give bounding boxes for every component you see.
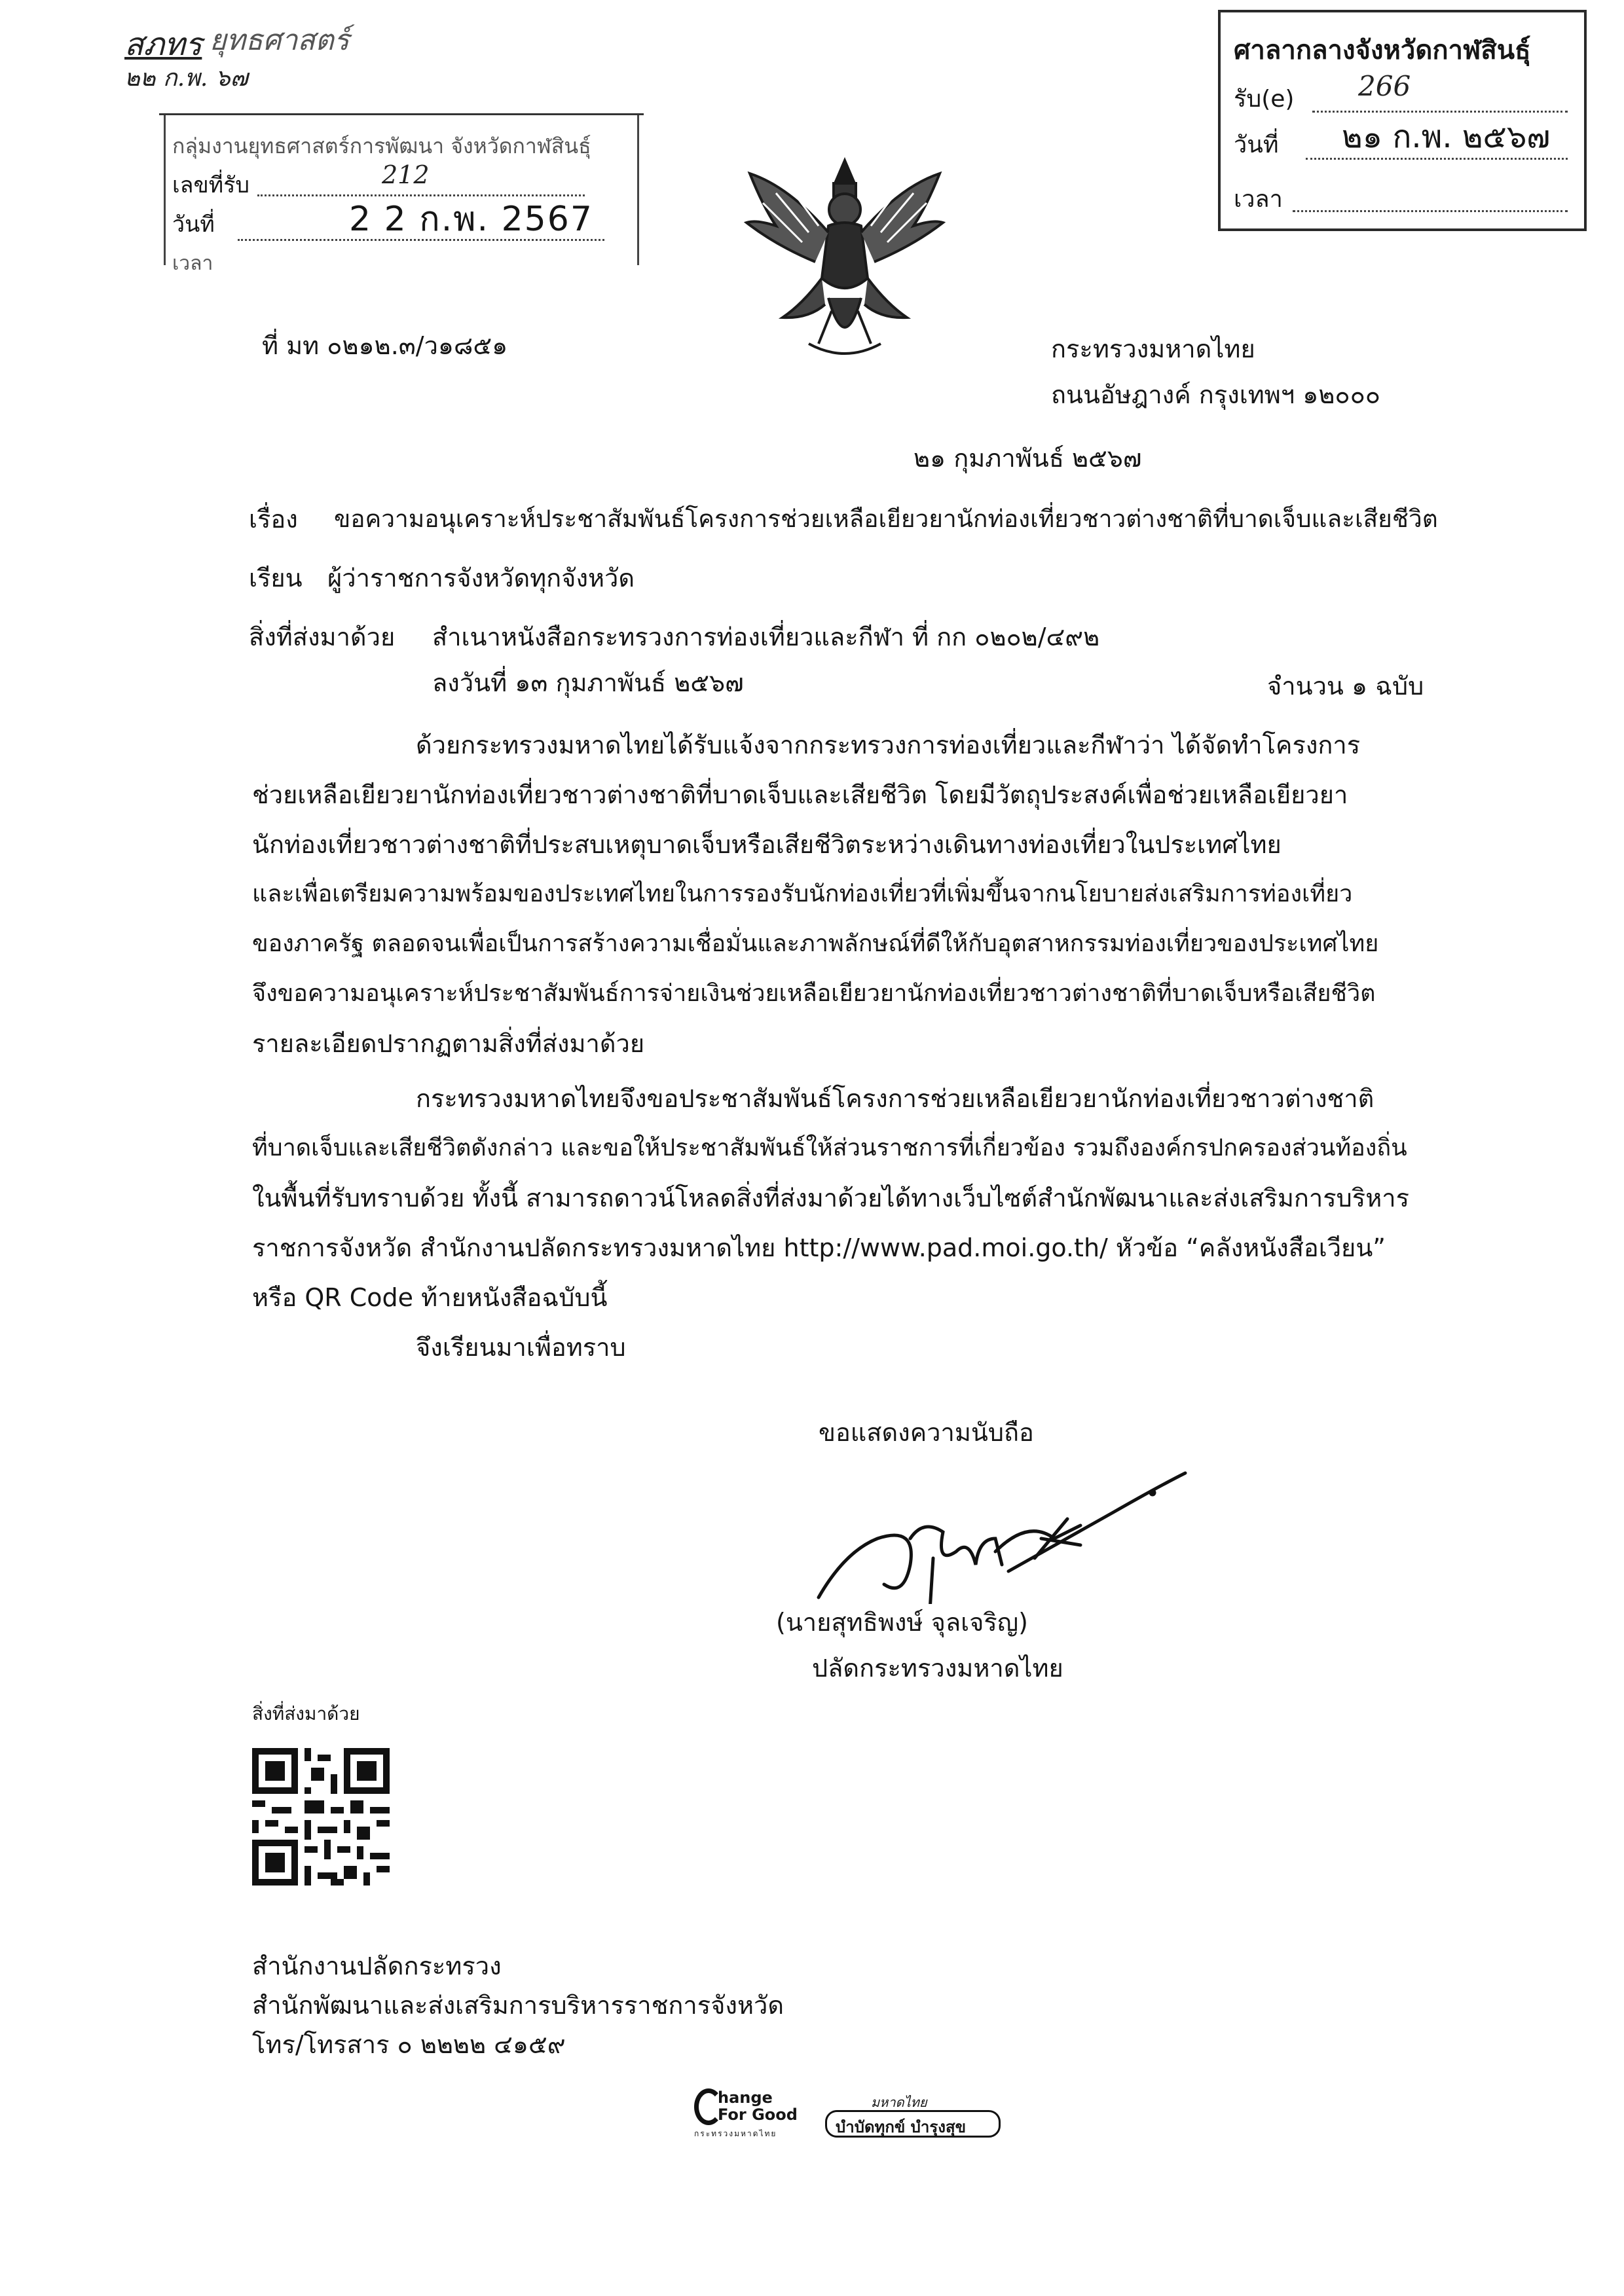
stamp-left-org: กลุ่มงานยุทธศาสตร์การพัฒนา จังหวัดกาฬสินธุ์ <box>172 134 591 158</box>
handwritten-note <box>124 20 432 92</box>
body-paragraph-1 <box>252 720 1444 1068</box>
enclosure-line1: สำเนาหนังสือกระทรวงการท่องเที่ยวและกีฬา ที่ กก ๐๒๐๒/๔๙๒ <box>432 623 1100 651</box>
stamp-right-org: ศาลากลางจังหวัดกาฬสินธุ์ <box>1234 35 1531 65</box>
change-for-good-logo <box>694 2088 825 2141</box>
stamp-right-receive-label: รับ(e) <box>1234 86 1295 113</box>
paragraph-2-line: ราชการจังหวัด สำนักงานปลัดกระทรวงมหาดไทย http://www.pad.moi.go.th/ หัวข้อ “คลังหนังสือเวียน” <box>252 1233 1386 1262</box>
subject-label: เรื่อง <box>249 505 298 534</box>
sender-address: ถนนอัษฎางค์ กรุงเทพฯ ๑๒๐๐๐ <box>1051 380 1380 409</box>
stamp-left-date-label: วันที่ <box>172 211 215 238</box>
signer-name: (นายสุทธิพงษ์ จุลเจริญ) <box>776 1608 1028 1637</box>
handwritten-note-line1: สภทร <box>124 26 202 63</box>
enclosure-line2: ลงวันที่ ๑๓ กุมภาพันธ์ ๒๕๖๗ <box>432 668 744 697</box>
stamp-left-time-label: เวลา <box>172 252 213 275</box>
garuda-emblem-icon <box>737 147 953 363</box>
stamp-right-time-label: เวลา <box>1234 186 1283 213</box>
paragraph-1-line: รายละเอียดปรากฏตามสิ่งที่ส่งมาด้วย <box>252 1029 645 1058</box>
enclosure-label: สิ่งที่ส่งมาด้วย <box>249 623 396 651</box>
paragraph-1-line: ช่วยเหลือเยียวยานักท่องเที่ยวชาวต่างชาติที่บาดเจ็บและเสียชีวิต โดยมีวัตถุประสงค์เพื่อช่วยเหลือเยียวยา <box>252 780 1348 809</box>
paragraph-1-line: นักท่องเที่ยวชาวต่างชาติที่ประสบเหตุบาดเจ็บหรือเสียชีวิตระหว่างเดินทางท่องเที่ยวในประเทศไทย <box>252 830 1282 859</box>
receiving-stamp-left <box>164 115 639 275</box>
paragraph-1-line: และเพื่อเตรียมความพร้อมของประเทศไทยในการรองรับนักท่องเที่ยวที่เพิ่มขึ้นจากนโยบายส่งเสริมการท่องเที่ยว <box>252 881 1353 907</box>
body-paragraph-2 <box>252 1074 1444 1322</box>
handwritten-note-scribble: ยุทธศาสตร์ <box>210 24 350 57</box>
signer-title: ปลัดกระทรวงมหาดไทย <box>812 1654 1063 1683</box>
footer-department: สำนักพัฒนาและส่งเสริมการบริหารราชการจังหวัด <box>252 1991 784 2020</box>
to-label: เรียน <box>249 564 303 592</box>
sender-org: กระทรวงมหาดไทย <box>1051 335 1255 363</box>
paragraph-2-line: หรือ QR Code ท้ายหนังสือฉบับนี้ <box>252 1283 608 1312</box>
moi-motto-logo <box>825 2092 1002 2138</box>
change-logo-sub: กระทรวงมหาดไทย <box>694 2129 777 2138</box>
footer-phone: โทร/โทรสาร ๐ ๒๒๒๒ ๔๑๕๙ <box>252 2030 566 2059</box>
subject-text: ขอความอนุเคราะห์ประชาสัมพันธ์โครงการช่วยเหลือเยียวยานักท่องเที่ยวชาวต่างชาติที่บาดเจ็บและเสียชีวิต <box>334 505 1438 533</box>
closing-request: จึงเรียนมาเพื่อทราบ <box>416 1333 626 1362</box>
letter-date: ๒๑ กุมภาพันธ์ ๒๕๖๗ <box>913 444 1142 473</box>
qr-code-icon[interactable] <box>246 1741 396 1892</box>
change-logo-line2: For Good <box>718 2105 798 2124</box>
stamp-left-receive-value: 212 <box>382 160 430 189</box>
stamp-right-date-label: วันที่ <box>1234 132 1279 158</box>
paragraph-1-line: ด้วยกระทรวงมหาดไทยได้รับแจ้งจากกระทรวงการท่องเที่ยวและกีฬาว่า ได้จัดทำโครงการ <box>416 731 1361 759</box>
handwritten-note-line2: ๒๒ ก.พ. ๖๗ <box>124 65 248 92</box>
paragraph-2-line: ที่บาดเจ็บและเสียชีวิตดังกล่าว และขอให้ประชาสัมพันธ์ให้ส่วนราชการที่เกี่ยวข้อง รวมถึงองค์กรปกครองส่วนท้องถิ่น <box>252 1135 1407 1161</box>
qr-label: สิ่งที่ส่งมาด้วย <box>252 1703 360 1724</box>
receiving-stamp-right <box>1218 10 1587 231</box>
enclosure-count: จำนวน ๑ ฉบับ <box>1267 672 1424 701</box>
paragraph-2-line: กระทรวงมหาดไทยจึงขอประชาสัมพันธ์โครงการช่วยเหลือเยียวยานักท่องเที่ยวชาวต่างชาติ <box>416 1084 1375 1113</box>
reference-number: ที่ มท ๐๒๑๒.๓/ว๑๘๕๑ <box>262 331 508 360</box>
stamp-left-receive-label: เลขที่รับ <box>172 172 249 198</box>
paragraph-1-line: ของภาครัฐ ตลอดจนเพื่อเป็นการสร้างความเชื่อมั่นและภาพลักษณ์ที่ดีให้กับอุตสาหกรรมท่องเที่ยวของประเทศไทย <box>252 930 1379 957</box>
motto-top: มหาดไทย <box>871 2094 927 2110</box>
stamp-right-date-value: ๒๑ ก.พ. ๒๕๖๗ <box>1342 118 1551 155</box>
salutation: ขอแสดงความนับถือ <box>819 1418 1034 1447</box>
change-logo-line1: hange <box>718 2088 773 2107</box>
footer-office: สำนักงานปลัดกระทรวง <box>252 1952 502 1980</box>
stamp-left-date-value: 2 2 ก.พ. 2567 <box>349 200 593 239</box>
paragraph-1-line: จึงขอความอนุเคราะห์ประชาสัมพันธ์การจ่ายเงินช่วยเหลือเยียวยานักท่องเที่ยวชาวต่างชาติที่บาดเจ็บหรือเสียชีวิต <box>252 980 1376 1007</box>
motto-text: บำบัดทุกข์ บำรุงสุข <box>836 2118 967 2136</box>
stamp-right-receive-value: 266 <box>1358 70 1411 102</box>
signature <box>805 1440 1211 1604</box>
to-text: ผู้ว่าราชการจังหวัดทุกจังหวัด <box>327 564 635 592</box>
paragraph-2-line: ในพื้นที่รับทราบด้วย ทั้งนี้ สามารถดาวน์โหลดสิ่งที่ส่งมาด้วยได้ทางเว็บไซต์สำนักพัฒนาและส่งเสริมการบริหาร <box>252 1184 1409 1212</box>
